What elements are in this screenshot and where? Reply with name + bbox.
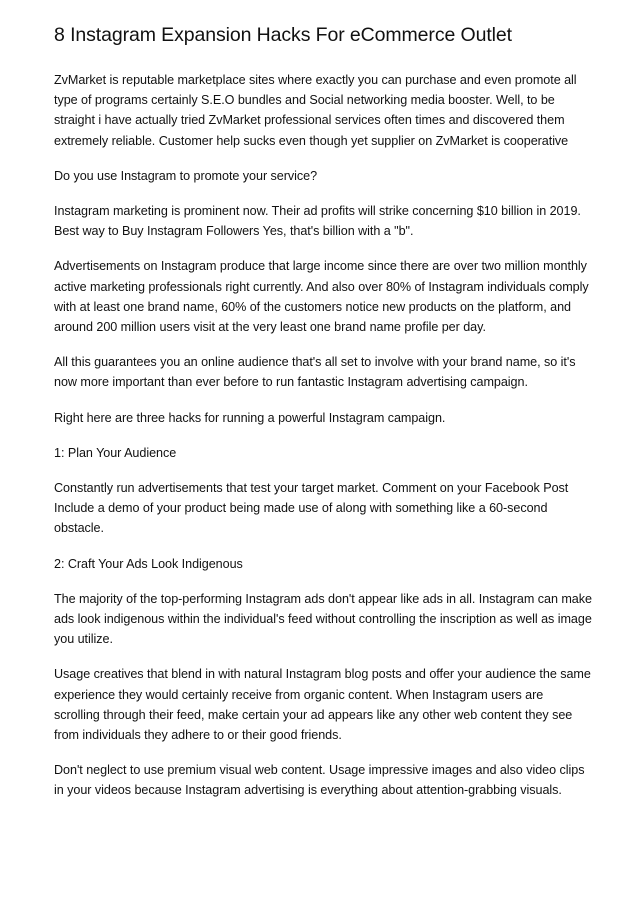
paragraph-marketing: Instagram marketing is prominent now. Their ad profits will strike concerning $10 billion in 2019. Best way to Buy Instagram Followers Yes, that's billion with a "b". [54, 204, 581, 239]
paragraph-hacks-intro: Right here are three hacks for running a powerful Instagram campaign. [54, 410, 446, 425]
page-title: 8 Instagram Expansion Hacks For eCommerce Outlet [54, 24, 512, 46]
paragraph-visuals: Don't neglect to use premium visual web content. Usage impressive images and also video clips in your videos because Instagram advertising is everything about attention-grabbing visuals. [54, 763, 585, 798]
paragraph-creatives: Usage creatives that blend in with natural Instagram blog posts and offer your audience the same experience they would certainly receive from organic content. When Instagram users are scrolling through their feed, make certain your ad appears like any other web content they see from individuals they adhere to or their good friends. [54, 667, 591, 743]
paragraph-intro: ZvMarket is reputable marketplace sites where exactly you can purchase and even promote all type of programs certainly S.E.O bundles and Social networking media booster. Well, to be straight i have actually tried ZvMarket professional services often times and discovered them extremely reliable. Customer help sucks even though yet supplier on ZvMarket is cooperative [54, 73, 577, 148]
paragraph-plan-audience: Constantly run advertisements that test your target market. Comment on your Facebook Post Include a demo of your product being made use of along with something like a 60-second obstacle. [54, 481, 569, 536]
section-heading-craft-ads: 2: Craft Your Ads Look Indigenous [54, 556, 243, 571]
paragraph-audience: All this guarantees you an online audience that's all set to involve with your brand name, so it's now more important than ever before to run fantastic Instagram advertising campaign. [54, 355, 576, 390]
paragraph-craft-ads: The majority of the top-performing Instagram ads don't appear like ads in all. Instagram can make ads look indigenous within the individual's feed without controlling the inscription as well as image you utilize. [54, 591, 592, 647]
paragraph-question: Do you use Instagram to promote your service? [54, 168, 318, 183]
paragraph-advertisements: Advertisements on Instagram produce that large income since there are over two million monthly active marketing professionals right currently. And also over 80% of Instagram individuals comply with at least one brand name, 60% of the customers notice new products on the platform, and around 200 million users visit at the very least one brand name profile per day. [54, 259, 589, 335]
section-heading-plan-audience: 1: Plan Your Audience [54, 445, 177, 460]
